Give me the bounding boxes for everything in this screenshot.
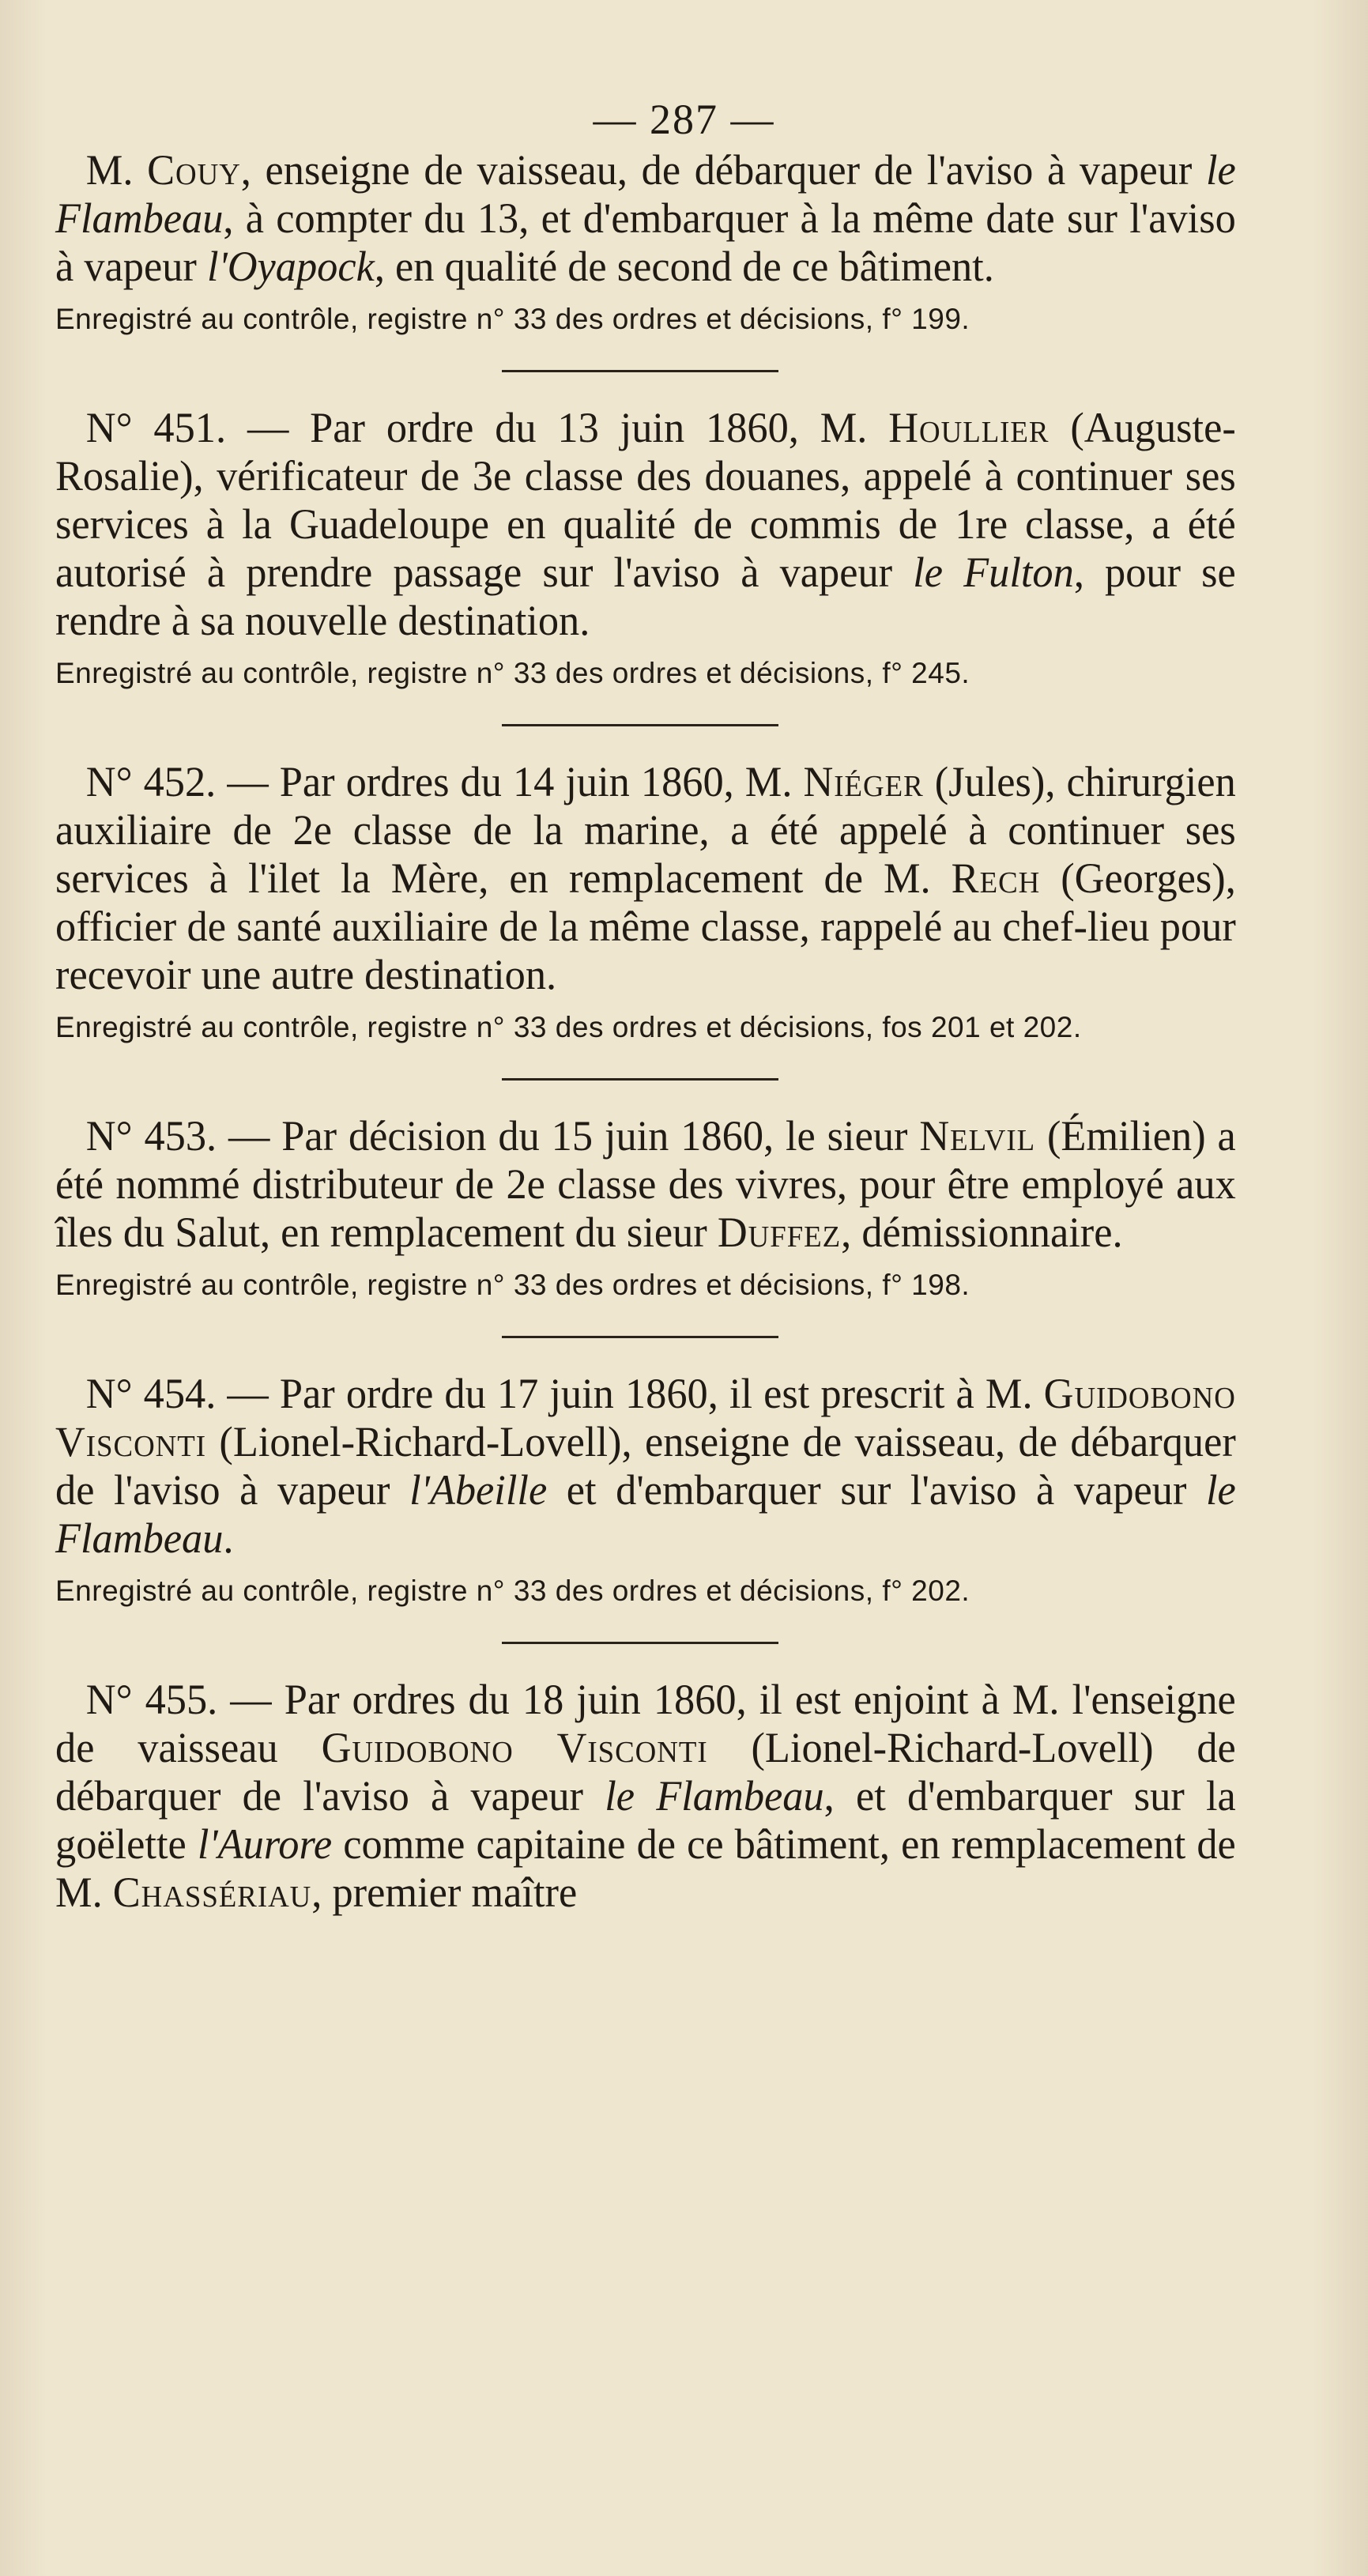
registration-note: Enregistré au contrôle, registre n° 33 des ordres et décisions, f° 198. xyxy=(55,1269,970,1301)
name-small-caps: Chassériau xyxy=(112,1869,312,1916)
ship-name-italic: l'Abeille xyxy=(409,1466,548,1514)
separator-rule xyxy=(502,1642,778,1644)
registration-note: Enregistré au contrôle, registre n° 33 des ordres et décisions, fos 201 et 202. xyxy=(55,1011,1082,1043)
text-run: N° 453. — Par décision du 15 juin 1860, le sieur xyxy=(85,1112,920,1160)
entry-452 xyxy=(55,758,1257,1045)
text-run: . xyxy=(223,1514,234,1562)
entry-body xyxy=(55,1676,1236,1917)
entry-body xyxy=(55,146,1236,291)
ship-name-italic: le Flambeau xyxy=(605,1772,824,1820)
ship-name-italic: le Fulton xyxy=(913,549,1074,596)
entry-453 xyxy=(55,1112,1257,1303)
text-run: , enseigne de vaisseau, de débarquer de l'aviso à vapeur xyxy=(240,146,1207,194)
ship-name-italic: le Flambeau xyxy=(55,146,1236,242)
text-run: N° 452. — Par ordres du 14 juin 1860, M. xyxy=(85,758,804,805)
text-run: (Auguste-Rosalie), vérificateur de 3e classe des douanes, appelé à continuer ses services à la Guadeloupe en qualité de commis de 1re classe, a été autorisé à prendre passage sur l'aviso à vapeur xyxy=(55,404,1236,596)
entry-451 xyxy=(55,404,1257,691)
text-run: N° 455. — Par ordres du 18 juin 1860, il est enjoint à M. l'enseigne de vaisseau xyxy=(55,1676,1236,1771)
text-run: , pour se rendre à sa nouvelle destination. xyxy=(55,549,1236,644)
text-run: , premier maître xyxy=(311,1869,578,1916)
text-run: , en qualité de second de ce bâtiment. xyxy=(374,243,994,290)
entry-body xyxy=(55,404,1236,645)
separator-rule xyxy=(502,1336,778,1338)
page-number: — 287 — xyxy=(593,96,775,143)
entry-body xyxy=(55,1370,1236,1563)
text-run: M. xyxy=(85,146,148,194)
ship-name-italic: l'Aurore xyxy=(197,1820,333,1868)
name-small-caps: Niéger xyxy=(803,758,924,805)
name-small-caps: Rech xyxy=(951,854,1041,902)
name-small-caps: Houllier xyxy=(888,404,1050,451)
registration-note: Enregistré au contrôle, registre n° 33 des ordres et décisions, f° 199. xyxy=(55,303,970,335)
text-run: comme capitaine de ce bâtiment, en remplacement de M. xyxy=(55,1820,1236,1916)
name-small-caps: Guidobono Visconti xyxy=(55,1370,1236,1465)
entry-454 xyxy=(55,1370,1257,1609)
name-small-caps: Duffez xyxy=(717,1209,842,1256)
text-run: (Jules), chirurgien auxiliaire de 2e classe de la marine, a été appelé à continuer ses services à l'ilet la Mère, en remplacement de M. xyxy=(55,758,1236,902)
text-run: (Émilien) a été nommé distributeur de 2e classe des vivres, pour être employé aux îles du Salut, en remplacement du sieur xyxy=(55,1112,1236,1256)
entry-body xyxy=(55,758,1236,999)
text-run: (Georges), officier de santé auxiliaire de la même classe, rappelé au chef-lieu pour recevoir une autre destination. xyxy=(55,854,1236,998)
text-run: (Lionel-Richard-Lovell), enseigne de vaisseau, de débarquer de l'aviso à vapeur xyxy=(55,1418,1236,1514)
text-run: , et d'embarquer sur la goëlette xyxy=(55,1772,1236,1868)
entry-body xyxy=(55,1112,1236,1257)
registration-note: Enregistré au contrôle, registre n° 33 des ordres et décisions, f° 245. xyxy=(55,657,970,689)
name-small-caps: Nelvil xyxy=(919,1112,1036,1160)
text-run: , à compter du 13, et d'embarquer à la même date sur l'aviso à vapeur xyxy=(55,194,1236,290)
ship-name-italic: l'Oyapock xyxy=(206,243,375,290)
ship-name-italic: le Flambeau xyxy=(55,1466,1236,1562)
separator-rule xyxy=(502,724,778,726)
separator-rule xyxy=(502,370,778,372)
text-run: et d'embarquer sur l'aviso à vapeur xyxy=(547,1466,1206,1514)
text-run: , démissionnaire. xyxy=(841,1209,1123,1256)
name-small-caps: Guidobono Visconti xyxy=(321,1724,708,1771)
text-run: N° 454. — Par ordre du 17 juin 1860, il est prescrit à M. xyxy=(85,1370,1044,1417)
entry-455 xyxy=(55,1676,1257,1917)
registration-note: Enregistré au contrôle, registre n° 33 des ordres et décisions, f° 202. xyxy=(55,1575,970,1607)
text-run: (Lionel-Richard-Lovell) de débarquer de l'aviso à vapeur xyxy=(55,1724,1236,1820)
text-column xyxy=(55,146,1257,1917)
name-small-caps: Couy xyxy=(147,146,241,194)
entry-continued xyxy=(55,146,1257,337)
separator-rule xyxy=(502,1078,778,1081)
text-run: N° 451. — Par ordre du 13 juin 1860, M. xyxy=(85,404,889,451)
